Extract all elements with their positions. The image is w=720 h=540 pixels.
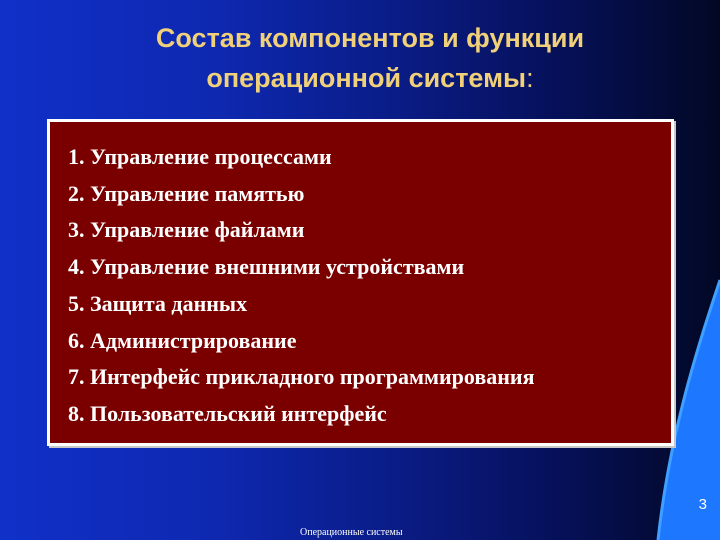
content-box	[47, 119, 674, 446]
list-item: 6. Администрирование	[68, 327, 297, 353]
slide-title-line2-text: операционной системы	[206, 63, 527, 93]
slide-title-colon: :	[526, 63, 534, 93]
list-item: 2. Управление памятью	[68, 180, 305, 206]
slide-number: 3	[698, 496, 707, 513]
list-item: 7. Интерфейс прикладного программирования	[68, 364, 535, 390]
component-list	[68, 139, 534, 433]
slide-title	[60, 18, 680, 98]
footer-text: Операционные системы	[300, 527, 403, 538]
list-item: 8. Пользовательский интерфейс	[68, 400, 387, 426]
list-item: 5. Защита данных	[68, 290, 248, 316]
list-item: 3. Управление файлами	[68, 217, 305, 243]
list-item: 1. Управление процессами	[68, 144, 332, 169]
slide-title-line1: Состав компонентов и функции	[155, 23, 585, 53]
slide-title-line2	[60, 58, 680, 98]
list-item: 4. Управление внешними устройствами	[68, 254, 465, 280]
